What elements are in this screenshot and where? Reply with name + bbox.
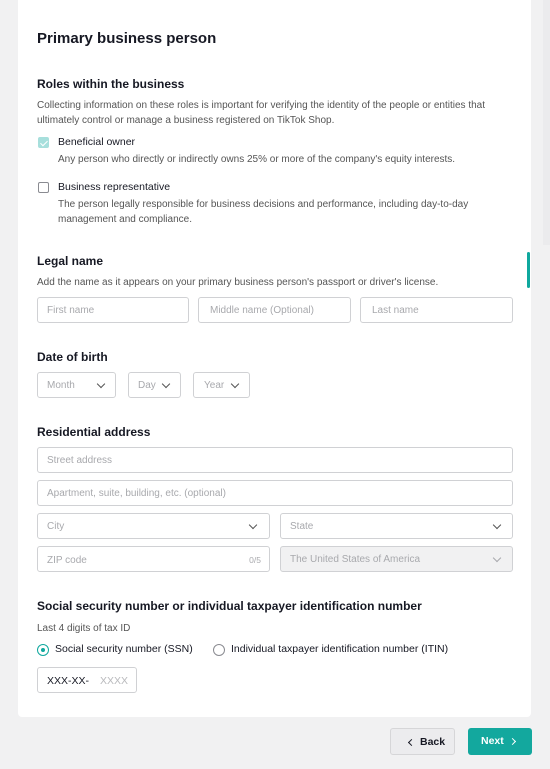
- business-representative-description-line2: management and compliance.: [58, 214, 192, 225]
- year-select[interactable]: [193, 372, 250, 398]
- state-placeholder: State: [290, 521, 314, 532]
- ssn-radio[interactable]: [37, 644, 49, 656]
- next-label: Next: [481, 735, 504, 747]
- first-name-placeholder: First name: [47, 305, 95, 316]
- dob-heading: Date of birth: [37, 350, 108, 364]
- chevron-right-icon: [509, 738, 516, 745]
- beneficial-owner-checkbox[interactable]: [38, 137, 49, 148]
- back-label: Back: [420, 736, 446, 748]
- zip-code-placeholder: ZIP code: [47, 555, 87, 566]
- chevron-down-icon: [249, 521, 257, 529]
- month-select[interactable]: [37, 372, 116, 398]
- street-address-placeholder: Street address: [47, 455, 113, 466]
- chevron-left-icon: [408, 739, 415, 746]
- tax-id-placeholder: XXXX: [100, 675, 129, 687]
- scrollbar-thumb[interactable]: [527, 252, 530, 288]
- last-name-placeholder: Last name: [372, 305, 419, 316]
- chevron-down-icon: [162, 380, 170, 388]
- city-placeholder: City: [47, 521, 65, 532]
- chevron-down-icon: [493, 554, 501, 562]
- ssn-label[interactable]: Social security number (SSN): [55, 643, 193, 655]
- form-card: [18, 0, 531, 717]
- business-representative-description-line1: The person legally responsible for business decisions and performance, including day-to-day: [58, 199, 469, 210]
- tax-heading: Social security number or individual taxpayer identification number: [37, 599, 422, 613]
- country-select: [280, 546, 513, 572]
- city-select[interactable]: [37, 513, 270, 539]
- year-placeholder: Year: [204, 380, 225, 391]
- next-button[interactable]: [468, 728, 532, 755]
- page-edge: [543, 0, 550, 245]
- chevron-down-icon: [97, 380, 105, 388]
- first-name-input[interactable]: [37, 297, 189, 323]
- country-value: The United States of America: [290, 554, 421, 565]
- business-representative-checkbox[interactable]: [38, 182, 49, 193]
- last-name-input[interactable]: [360, 297, 513, 323]
- beneficial-owner-label: Beneficial owner: [58, 136, 136, 148]
- chevron-down-icon: [231, 380, 239, 388]
- month-placeholder: Month: [47, 380, 75, 391]
- back-button[interactable]: [390, 728, 455, 755]
- roles-heading: Roles within the business: [37, 77, 185, 91]
- tax-id-input[interactable]: [37, 667, 137, 693]
- legal-name-heading: Legal name: [37, 254, 104, 268]
- apartment-placeholder: Apartment, suite, building, etc. (optional): [47, 488, 226, 499]
- tax-id-prefix: XXX-XX-: [47, 675, 90, 687]
- chevron-down-icon: [493, 521, 501, 529]
- middle-name-input[interactable]: [198, 297, 351, 323]
- tax-sublabel: Last 4 digits of tax ID: [37, 623, 131, 634]
- street-address-input[interactable]: [37, 447, 513, 473]
- legal-name-description: Add the name as it appears on your primary business person's passport or driver's license.: [37, 277, 439, 288]
- beneficial-owner-description: Any person who directly or indirectly owns 25% or more of the company's equity interests.: [58, 154, 456, 165]
- zip-code-input[interactable]: [37, 546, 270, 572]
- zip-code-counter: 0/5: [249, 555, 261, 565]
- day-select[interactable]: [128, 372, 181, 398]
- day-placeholder: Day: [138, 380, 156, 391]
- business-representative-label: Business representative: [58, 181, 171, 193]
- itin-label[interactable]: Individual taxpayer identification number (ITIN): [231, 643, 449, 655]
- roles-description: Collecting information on these roles is important for verifying the identity of the people or entities that ultimately control or manage a business registered on TikTok Shop.: [37, 100, 486, 126]
- middle-name-placeholder: Middle name (Optional): [210, 305, 314, 316]
- itin-radio[interactable]: [213, 644, 225, 656]
- state-select[interactable]: [280, 513, 513, 539]
- apartment-input[interactable]: [37, 480, 513, 506]
- page-title: Primary business person: [37, 30, 217, 47]
- address-heading: Residential address: [37, 425, 151, 439]
